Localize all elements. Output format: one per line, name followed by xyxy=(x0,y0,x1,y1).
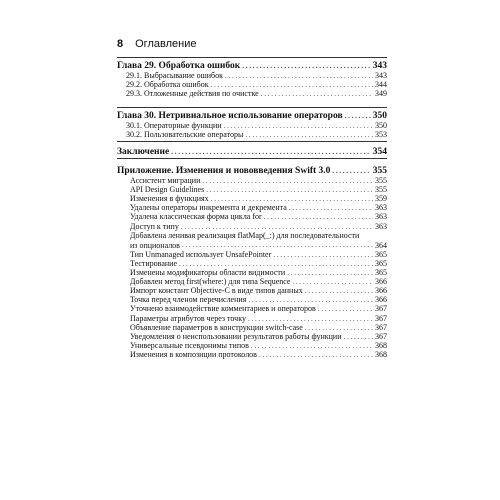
toc-entry-title: Изменения в композиции протоколов xyxy=(130,349,257,359)
leader-dots xyxy=(242,61,371,71)
toc-chapter-title: Приложение. Изменения и нововведения Swift 3.0 xyxy=(117,166,331,176)
toc-entry[interactable] xyxy=(117,323,387,332)
toc-chapter-page: 343 xyxy=(372,61,387,71)
toc-entry[interactable] xyxy=(117,350,387,359)
toc-entry-title: Уточнено взаимодействие комментариев и операторов xyxy=(130,304,316,314)
leader-dots xyxy=(292,277,373,286)
toc-entry-title: 30.2. Пользовательские операторы xyxy=(126,130,244,140)
toc-chapter29 xyxy=(117,58,387,98)
leader-dots xyxy=(264,212,373,221)
toc-entry[interactable] xyxy=(117,121,387,130)
toc-entry-page: 363 xyxy=(375,203,387,213)
toc-entry[interactable] xyxy=(117,212,387,221)
toc-entry[interactable] xyxy=(117,304,387,313)
toc-entry-title: Изменены модификаторы области видимости xyxy=(130,268,286,278)
toc-entry-title: Удалена классическая форма цикла for xyxy=(130,212,262,222)
toc-entry-page: 365 xyxy=(375,249,387,259)
toc-entry-title: 29.3. Отложенные действия по очистке xyxy=(126,89,259,99)
toc-entry[interactable] xyxy=(117,71,387,80)
leader-dots xyxy=(248,295,373,304)
toc-entry[interactable] xyxy=(117,286,387,295)
toc-chapter-page: 354 xyxy=(372,147,387,157)
divider xyxy=(117,141,387,142)
leader-dots xyxy=(206,185,373,194)
toc-entry-page: 364 xyxy=(375,240,387,250)
toc-appendix xyxy=(117,163,387,359)
leader-dots xyxy=(305,286,373,295)
toc-chapter-page: 350 xyxy=(372,111,387,121)
leader-dots xyxy=(287,268,373,277)
toc-entry[interactable] xyxy=(117,341,387,350)
toc-entry[interactable] xyxy=(117,295,387,304)
leader-dots xyxy=(261,89,373,98)
toc-entry-title: Изменения в функциях xyxy=(130,194,209,204)
toc-entry[interactable] xyxy=(117,259,387,268)
page-number: 8 xyxy=(117,38,124,50)
toc-chapter[interactable] xyxy=(117,163,387,176)
toc-entry-page: 367 xyxy=(375,313,387,323)
leader-dots xyxy=(181,222,373,231)
leader-dots xyxy=(332,166,370,176)
toc-entry-page: 363 xyxy=(375,221,387,231)
toc-entry-title: Тип Unmanaged использует UnsafePointer xyxy=(130,249,272,259)
toc-chapter-title: Заключение xyxy=(117,147,170,157)
toc-entry-title: 29.1. Выбрасывание ошибок xyxy=(126,71,223,81)
toc-entry-page: 353 xyxy=(375,130,387,140)
toc-chapter-page: 355 xyxy=(372,166,387,176)
toc-entry[interactable] xyxy=(117,89,387,98)
toc-entry-page: 367 xyxy=(375,331,387,341)
leader-dots xyxy=(248,314,373,323)
toc-entry-page: 368 xyxy=(375,340,387,350)
toc-entry-page: 359 xyxy=(375,194,387,204)
toc-entry-title: Параметры атрибутов через точку xyxy=(130,313,246,323)
toc-entry[interactable] xyxy=(117,176,387,185)
toc-entry-title: 30.1. Операторные функции xyxy=(126,121,222,131)
toc-entry[interactable] xyxy=(117,185,387,194)
toc-chapter[interactable] xyxy=(117,144,387,157)
leader-dots xyxy=(343,332,373,341)
toc-entry-title: 29.2. Обработка ошибок xyxy=(126,80,209,90)
toc-chapter[interactable] xyxy=(117,108,387,121)
toc-entry-title: Тестирование xyxy=(130,258,177,268)
toc-entry-title: API Design Guidelines xyxy=(130,185,205,195)
toc-entry-page: 344 xyxy=(375,80,387,90)
toc-entry-page: 355 xyxy=(375,185,387,195)
toc-entry[interactable] xyxy=(117,194,387,203)
leader-dots xyxy=(318,304,373,313)
leader-dots xyxy=(345,111,371,121)
toc-entry-page: 355 xyxy=(375,176,387,186)
toc-entry[interactable] xyxy=(117,80,387,89)
toc-chapter-title: Глава 30. Нетривиальное использование операторов xyxy=(117,111,343,121)
toc-entry-page: 366 xyxy=(375,295,387,305)
toc-entry-title-line1: Добавлена ленивая реализация flatMap(_:) для последовательности xyxy=(130,230,360,240)
running-title: Оглавление xyxy=(135,38,197,50)
toc-entry-page: 367 xyxy=(375,304,387,314)
toc-entry-multiline[interactable] xyxy=(117,231,387,250)
toc-entry-line2 xyxy=(130,240,387,250)
toc-entry[interactable] xyxy=(117,277,387,286)
toc-conclusion xyxy=(117,144,387,157)
toc-chapter[interactable] xyxy=(117,58,387,71)
toc-entry-page: 366 xyxy=(375,277,387,287)
toc-entry-title: Уведомления о неиспользовании результатов работы функции xyxy=(130,331,342,341)
toc-entry-page: 343 xyxy=(375,71,387,81)
leader-dots xyxy=(273,250,373,259)
leader-dots xyxy=(259,350,373,359)
toc-entry-page: 349 xyxy=(375,89,387,99)
toc-entry-title: Удалены операторы инкремента и декремента xyxy=(130,203,287,213)
toc-entry-title: Добавлен метод first(where:) для типа Sequence xyxy=(130,277,291,287)
toc-entry-title: Точка перед членом перечисления xyxy=(130,295,247,305)
toc-entry-page: 366 xyxy=(375,286,387,296)
page-header xyxy=(117,38,387,50)
leader-dots xyxy=(211,194,373,203)
leader-dots xyxy=(202,176,373,185)
leader-dots xyxy=(289,203,373,212)
leader-dots xyxy=(245,130,373,139)
toc-entry-title: Универсальные псевдонимы типов xyxy=(130,340,249,350)
divider xyxy=(117,158,387,159)
toc-entry[interactable] xyxy=(117,332,387,341)
toc-entry-page: 365 xyxy=(375,258,387,268)
toc-entry-page: 368 xyxy=(375,349,387,359)
toc-entry-title: Доступ к типу xyxy=(130,221,179,231)
leader-dots xyxy=(182,240,373,250)
leader-dots xyxy=(225,71,373,80)
toc-chapter30 xyxy=(117,108,387,139)
toc-entry[interactable] xyxy=(117,313,387,322)
toc-chapter-title: Глава 29. Обработка ошибок xyxy=(117,61,241,71)
leader-dots xyxy=(224,121,373,130)
toc-entry-title: Ассистент миграции xyxy=(130,176,201,186)
toc-entry[interactable] xyxy=(117,250,387,259)
toc-entry[interactable] xyxy=(117,130,387,139)
leader-dots xyxy=(211,80,373,89)
leader-dots xyxy=(251,341,373,350)
toc-entry-title-line2: из опционалов xyxy=(130,240,180,250)
leader-dots xyxy=(305,323,373,332)
toc-entry-title: Объявление параметров в конструкции switch-case xyxy=(130,322,303,332)
toc-entry-page: 363 xyxy=(375,212,387,222)
leader-dots xyxy=(179,259,373,268)
toc-entry-page: 367 xyxy=(375,322,387,332)
toc-entry[interactable] xyxy=(117,203,387,212)
toc-entry[interactable] xyxy=(117,221,387,230)
toc-entry-page: 350 xyxy=(375,121,387,131)
toc-entry-page: 365 xyxy=(375,268,387,278)
leader-dots xyxy=(171,147,371,157)
toc-entry[interactable] xyxy=(117,268,387,277)
toc-entry-title: Импорт констант Objective-C в виде типов данных xyxy=(130,286,303,296)
